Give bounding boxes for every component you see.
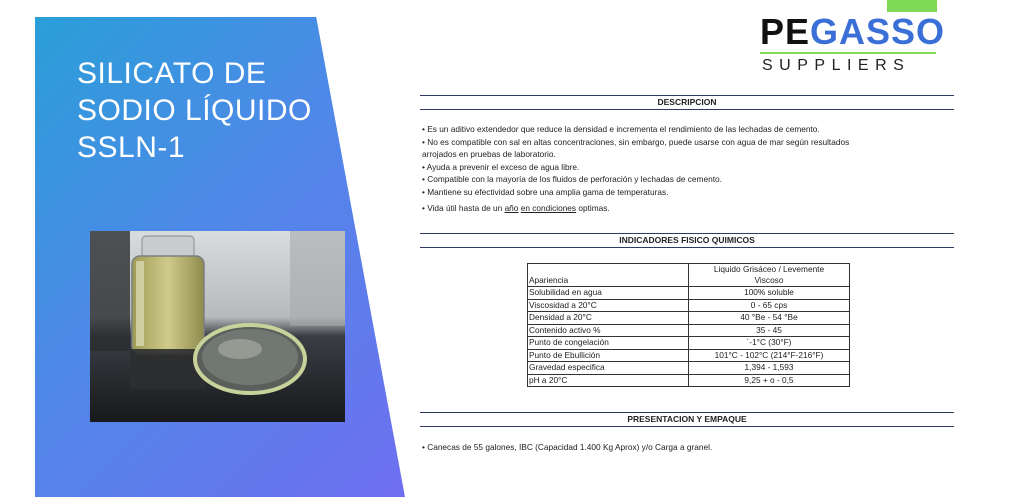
table-row (528, 349, 850, 362)
property-value: 1,394 - 1,593 (689, 362, 850, 375)
property-name: Contenido activo % (528, 324, 689, 337)
indicadores-header (420, 233, 954, 248)
property-value (689, 264, 850, 287)
vida-util-year: año (504, 202, 519, 213)
property-name: Solubilidad en agua (528, 287, 689, 300)
property-name: Viscosidad a 20°C (528, 299, 689, 312)
table-row (528, 299, 850, 312)
property-name: Apariencia (528, 264, 689, 287)
presentacion-header-label: PRESENTACION Y EMPAQUE (627, 414, 747, 424)
descripcion-bullet: • Ayuda a prevenir el exceso de agua libre. (422, 161, 580, 172)
indicadores-table (527, 263, 850, 387)
title-line-2: SODIO LÍQUIDO (77, 94, 312, 127)
descripcion-bullet: arrojados en pruebas de laboratorio. (422, 149, 556, 160)
logo-subtitle: SUPPLIERS (762, 57, 911, 74)
descripcion-bullet: • Compatible con la mayoría de los fluidos de perforación y lechadas de cemento. (422, 174, 722, 185)
indicadores-header-label: INDICADORES FISICO QUIMICOS (619, 235, 755, 245)
descripcion-bullet-vida-util (422, 202, 942, 215)
product-photo (90, 231, 345, 422)
product-photo-illustration (90, 231, 345, 422)
property-value: 0 - 65 cps (689, 299, 850, 312)
property-name: Punto de congelación (528, 337, 689, 350)
descripcion-header-label: DESCRIPCION (657, 97, 717, 107)
table-row (528, 287, 850, 300)
descripcion-bullet: • No es compatible con sal en altas concentraciones, sin embargo, puede usarse con agua de mar según resultados (422, 136, 850, 147)
property-value: 9,25 + o - 0,5 (689, 374, 850, 387)
table-row (528, 362, 850, 375)
property-value: 100% soluble (689, 287, 850, 300)
title-line-3: SSLN-1 (77, 131, 186, 164)
product-title (77, 55, 312, 166)
property-value: 35 - 45 (689, 324, 850, 337)
property-value: ´-1°C (30°F) (689, 337, 850, 350)
presentacion-header (420, 412, 954, 427)
logo-word-gasso: GASSO (810, 11, 946, 52)
property-name: pH a 20°C (528, 374, 689, 387)
table-row (528, 374, 850, 387)
descripcion-header (420, 95, 954, 110)
property-name: Punto de Ebullición (528, 349, 689, 362)
logo-word-pe: PE (760, 11, 811, 52)
pegasso-logo (760, 11, 946, 82)
property-value: 101°C - 102°C (214°F-216°F) (689, 349, 850, 362)
property-value-line-2: Viscoso (754, 275, 784, 285)
descripcion-bullet: • Mantiene su efectividad sobre una amplia gama de temperaturas. (422, 186, 669, 197)
table-row (528, 337, 850, 350)
title-line-1: SILICATO DE (77, 57, 267, 90)
property-value: 40 °Be - 54 °Be (689, 312, 850, 325)
property-name: Gravedad especifica (528, 362, 689, 375)
presentacion-bullets (422, 441, 942, 454)
vida-util-conditions: en condiciones (520, 202, 577, 213)
vida-util-prefix: • Vida útil hasta de un (422, 202, 505, 213)
vida-util-suffix: optimas. (576, 202, 610, 213)
property-name: Densidad a 20°C (528, 312, 689, 325)
table-row (528, 324, 850, 337)
table-row (528, 312, 850, 325)
logo-wordmark (760, 12, 945, 52)
descripcion-bullets (422, 123, 942, 214)
property-value-line-1: Liquido Grisáceo / Levemente (713, 264, 825, 274)
presentacion-bullet: • Canecas de 55 galones, IBC (Capacidad 1.400 Kg Aprox) y/o Carga a granel. (422, 442, 713, 452)
table-row (528, 264, 850, 287)
descripcion-bullet: • Es un aditivo extendedor que reduce la densidad e incrementa el rendimiento de las lechadas de cemento. (422, 124, 820, 134)
logo-underline (760, 52, 936, 54)
